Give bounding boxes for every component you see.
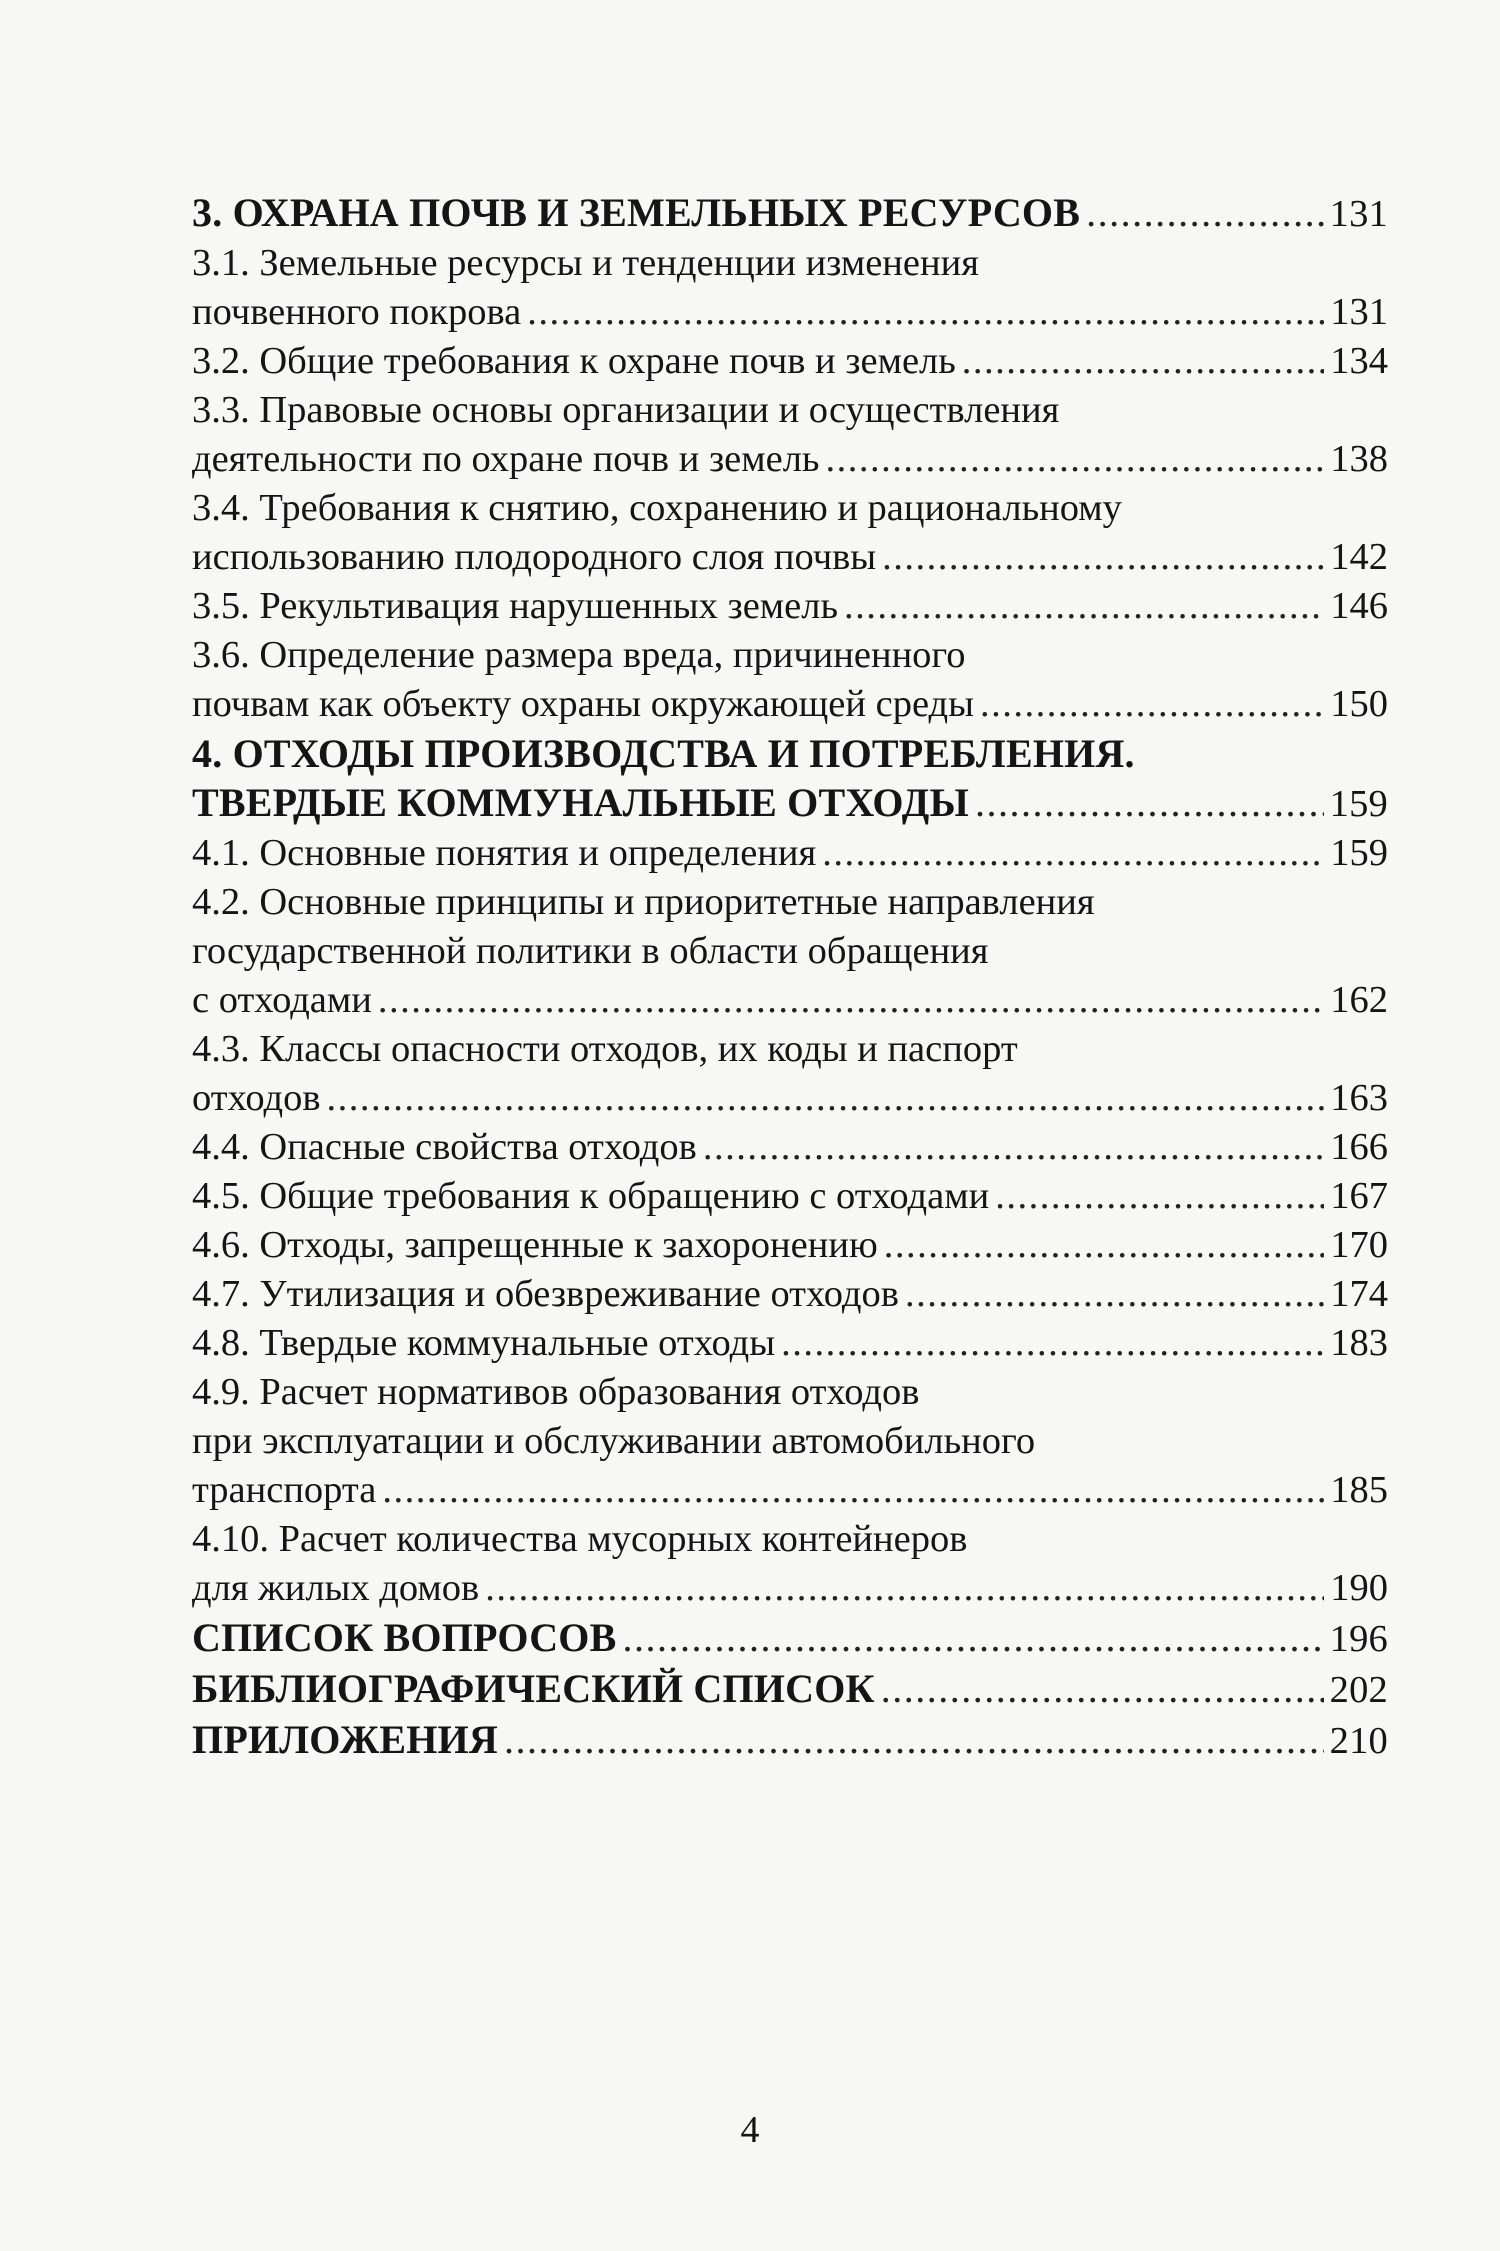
- toc-entry-title-line: деятельности по охране почв и земель: [192, 438, 820, 480]
- toc-section-entry: [192, 188, 1388, 239]
- toc-entry-leader-row: [192, 1466, 1388, 1515]
- toc-entry-title-line: 3.3. Правовые основы организации и осуществления: [192, 389, 1060, 431]
- toc-entry: [192, 1123, 1388, 1172]
- toc-entry-leader-row: [192, 1715, 1388, 1766]
- toc-entry-leader-row: [192, 1123, 1388, 1172]
- toc-entry-title-line: 4.5. Общие требования к обращению с отходами: [192, 1175, 990, 1217]
- toc-entry-title-line: 4.7. Утилизация и обезвреживание отходов: [192, 1273, 899, 1315]
- toc-entry-title-line: отходов: [192, 1077, 321, 1119]
- dot-leader: [844, 582, 1324, 631]
- toc-entry-title-line: почвенного покрова: [192, 291, 522, 333]
- toc-page-number: 131: [1330, 291, 1388, 333]
- toc-page-number: 166: [1330, 1126, 1388, 1168]
- toc-page-number: 138: [1330, 438, 1388, 480]
- toc-page-number: 162: [1330, 979, 1388, 1021]
- dot-leader: [781, 1319, 1324, 1368]
- toc-entry-title-line: использованию плодородного слоя почвы: [192, 536, 877, 578]
- toc-entry-title-line: при эксплуатации и обслуживании автомобильного: [192, 1420, 1036, 1462]
- toc-entry-leader-row: [192, 188, 1388, 239]
- toc-entry-title-line: государственной политики в области обращения: [192, 930, 989, 972]
- toc-entry-title-line: 3.1. Земельные ресурсы и тенденции изменения: [192, 242, 979, 284]
- toc-page-number: 159: [1329, 783, 1388, 825]
- toc-entry-leader-row: [192, 533, 1388, 582]
- toc-page-number: 142: [1330, 536, 1388, 578]
- toc-entry-title-line: 4.3. Классы опасности отходов, их коды и паспорт: [192, 1028, 1018, 1070]
- toc-page-number: 167: [1330, 1175, 1388, 1217]
- toc-page-number: 190: [1330, 1567, 1388, 1609]
- toc-entry-leader-row: [192, 1221, 1388, 1270]
- toc-entry-leader-row: [192, 829, 1388, 878]
- toc-entry-title-line: 4.4. Опасные свойства отходов: [192, 1126, 697, 1168]
- dot-leader: [485, 1564, 1324, 1613]
- toc-entry: [192, 1319, 1388, 1368]
- dot-leader: [703, 1123, 1324, 1172]
- toc-entry-leader-row: [192, 1613, 1388, 1664]
- toc-entry-leader-row: [192, 1270, 1388, 1319]
- toc-entry-title-line: для жилых домов: [192, 1567, 480, 1609]
- toc-entry: [192, 1221, 1388, 1270]
- toc-entry: [192, 1368, 1388, 1515]
- toc-page-number: 134: [1330, 340, 1388, 382]
- toc-entry-title-line: ТВЕРДЫЕ КОММУНАЛЬНЫЕ ОТХОДЫ: [192, 780, 969, 825]
- toc-entry-title-line: 3.6. Определение размера вреда, причиненного: [192, 634, 966, 676]
- toc-entry-title-line: 4.1. Основные понятия и определения: [192, 832, 817, 874]
- dot-leader: [327, 1074, 1325, 1123]
- dot-leader: [527, 288, 1324, 337]
- toc-page-number: 170: [1330, 1224, 1388, 1266]
- toc-entry-leader-row: [192, 1319, 1388, 1368]
- dot-leader: [975, 778, 1324, 827]
- toc-entry-title-line: транспорта: [192, 1469, 377, 1511]
- toc-entry-leader-row: [192, 337, 1388, 386]
- toc-section-entry: [192, 1664, 1388, 1715]
- toc-entry: [192, 1515, 1388, 1613]
- toc-page-number: 210: [1329, 1720, 1388, 1762]
- toc-entry-leader-row: [192, 1664, 1388, 1715]
- dot-leader: [382, 1466, 1324, 1515]
- dot-leader: [378, 976, 1324, 1025]
- toc-page-number: 183: [1330, 1322, 1388, 1364]
- dot-leader: [504, 1715, 1324, 1764]
- toc-entry-title-line: почвам как объекту охраны окружающей среды: [192, 683, 974, 725]
- toc-entry: [192, 631, 1388, 729]
- toc-entry: [192, 1172, 1388, 1221]
- toc-page-number: 163: [1330, 1077, 1388, 1119]
- toc-page-number: 146: [1330, 585, 1388, 627]
- toc-entry-title-line: 4. ОТХОДЫ ПРОИЗВОДСТВА И ПОТРЕБЛЕНИЯ.: [192, 731, 1135, 776]
- dot-leader: [623, 1613, 1324, 1662]
- dot-leader: [881, 1664, 1324, 1713]
- toc-entry-leader-row: [192, 435, 1388, 484]
- page-number: 4: [740, 2109, 760, 2151]
- toc-page-number: 150: [1330, 683, 1388, 725]
- toc-entry-title-line: 4.6. Отходы, запрещенные к захоронению: [192, 1224, 878, 1266]
- toc-entry-title-line: 4.10. Расчет количества мусорных контейнеров: [192, 1518, 968, 1560]
- dot-leader: [882, 533, 1324, 582]
- toc-entry-title-line: 3. ОХРАНА ПОЧВ И ЗЕМЕЛЬНЫХ РЕСУРСОВ: [192, 190, 1081, 235]
- toc-entry: [192, 239, 1388, 337]
- toc-entry: [192, 829, 1388, 878]
- toc-entry: [192, 878, 1388, 1025]
- toc-page-number: 196: [1329, 1618, 1388, 1660]
- toc-entry: [192, 1025, 1388, 1123]
- toc-page-number: 185: [1330, 1469, 1388, 1511]
- toc-entry-title-line: 4.9. Расчет нормативов образования отходов: [192, 1371, 920, 1413]
- dot-leader: [822, 829, 1324, 878]
- table-of-contents: [192, 188, 1388, 1766]
- toc-entry-leader-row: [192, 976, 1388, 1025]
- toc-entry-title-line: 3.2. Общие требования к охране почв и земель: [192, 340, 956, 382]
- toc-entry-leader-row: [192, 582, 1388, 631]
- toc-page-number: 174: [1330, 1273, 1388, 1315]
- toc-entry: [192, 484, 1388, 582]
- toc-entry-leader-row: [192, 1172, 1388, 1221]
- dot-leader: [905, 1270, 1324, 1319]
- toc-entry-title-line: 3.4. Требования к снятию, сохранению и рациональному: [192, 487, 1122, 529]
- toc-entry-title-line: СПИСОК ВОПРОСОВ: [192, 1615, 617, 1660]
- dot-leader: [995, 1172, 1324, 1221]
- toc-page-number: 131: [1329, 193, 1388, 235]
- toc-entry-leader-row: [192, 1564, 1388, 1613]
- dot-leader: [825, 435, 1324, 484]
- toc-entry-title-line: 4.2. Основные принципы и приоритетные направления: [192, 881, 1095, 923]
- toc-entry-title-line: с отходами: [192, 979, 372, 1021]
- dot-leader: [980, 680, 1324, 729]
- toc-section-entry: [192, 729, 1388, 829]
- toc-entry-title-line: 4.8. Твердые коммунальные отходы: [192, 1322, 776, 1364]
- dot-leader: [884, 1221, 1325, 1270]
- toc-entry-leader-row: [192, 1074, 1388, 1123]
- toc-entry-title-line: БИБЛИОГРАФИЧЕСКИЙ СПИСОК: [192, 1666, 875, 1711]
- toc-section-entry: [192, 1715, 1388, 1766]
- toc-entry: [192, 1270, 1388, 1319]
- toc-page-number: 159: [1330, 832, 1388, 874]
- toc-entry: [192, 582, 1388, 631]
- toc-entry-leader-row: [192, 288, 1388, 337]
- toc-section-entry: [192, 1613, 1388, 1664]
- dot-leader: [962, 337, 1324, 386]
- toc-page-number: 202: [1329, 1669, 1388, 1711]
- toc-entry-leader-row: [192, 778, 1388, 829]
- toc-entry: [192, 386, 1388, 484]
- toc-entry-title-line: ПРИЛОЖЕНИЯ: [192, 1717, 498, 1762]
- dot-leader: [1086, 188, 1324, 237]
- toc-entry-title-line: 3.5. Рекультивация нарушенных земель: [192, 585, 839, 627]
- toc-entry: [192, 337, 1388, 386]
- toc-entry-leader-row: [192, 680, 1388, 729]
